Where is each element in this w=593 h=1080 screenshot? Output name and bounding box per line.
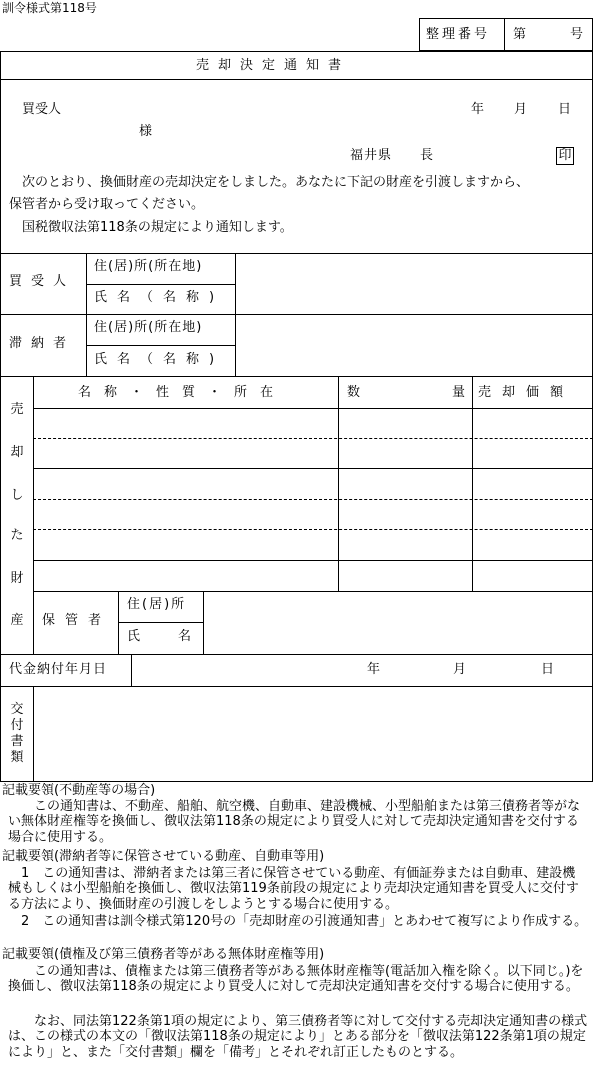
buyer-address-field-label: 住(居)所(所在地)	[94, 259, 203, 274]
property-side-label-3: し	[10, 488, 24, 503]
reference-label: 整理番号	[426, 27, 491, 42]
reference-no-suffix: 号	[570, 27, 584, 42]
docs-label-3: 書	[10, 734, 24, 749]
docs-label-1: 交	[10, 702, 24, 717]
payment-top-border	[0, 654, 593, 655]
reference-no-prefix: 第	[513, 27, 527, 42]
form-number: 訓令様式第118号	[2, 1, 97, 15]
property-row-line-5	[33, 560, 593, 561]
notes-heading-3: 記載要領(債権及び第三債務者等がある無体財産権等用)	[2, 947, 325, 962]
docs-label-divider	[33, 686, 34, 782]
notes-heading-1: 記載要領(不動産等の場合)	[2, 783, 156, 798]
property-top-border	[0, 376, 593, 377]
property-side-divider	[33, 376, 34, 654]
keeper-name-label: 氏名	[127, 629, 230, 644]
payment-month: 月	[453, 662, 467, 677]
docs-top-border	[0, 686, 593, 687]
buyer-address-label: 買受人	[22, 102, 62, 117]
issuer-name: 福井県 長	[350, 148, 435, 163]
property-row-line-1	[33, 438, 593, 439]
col-header-price: 売却価額	[478, 385, 575, 400]
payment-label-divider	[131, 654, 132, 686]
keeper-top-border	[33, 591, 593, 592]
keeper-label: 保管者	[42, 613, 112, 628]
property-side-label-1: 売	[10, 402, 24, 417]
property-side-label-6: 産	[10, 613, 24, 628]
buyer-inner-divider	[86, 284, 235, 285]
keeper-field-divider	[203, 591, 204, 654]
seal-mark: 印	[556, 147, 574, 165]
property-side-label-2: 却	[10, 445, 24, 460]
notes-paragraph-3a: この通知書は、債権または第三債務者等がある無体財産権等(電話加入権を除く。以下同じ。)を換価し、徴収法第118条の規定により買受人に対して売却決定通知書を交付する場合に使用する。	[8, 964, 584, 995]
docs-label-2: 付	[10, 718, 24, 733]
col-header-qty-2: 量	[452, 385, 466, 400]
title-divider	[0, 79, 593, 80]
body-line-3: 国税徴収法第118条の規定により通知します。	[22, 220, 293, 235]
delinquent-label: 滞納者	[9, 336, 76, 351]
keeper-inner-divider	[118, 622, 203, 623]
page-title: 売却決定通知書	[196, 58, 351, 73]
delinquent-inner-divider	[86, 345, 235, 346]
body-line-2: 保管者から受け取ってください。	[9, 197, 205, 212]
payment-day: 日	[541, 662, 555, 677]
notes-paragraph-3b: なお、同法第122条第1項の規定により、第三債務者等に対して交付する売却決定通知書の様式は、この様式の本文の「徴収法第118条の規定により」とある部分を「徴収法第122条第1項の規定により」と、また「交付書類」欄を「備考」とそれぞれ訂正したものとする。	[8, 1014, 588, 1060]
buyer-name-field-label: 氏名（名称)	[94, 290, 225, 305]
property-side-label-4: た	[10, 528, 24, 543]
date-year: 年	[471, 102, 485, 117]
delinquent-address-field-label: 住(居)所(所在地)	[94, 320, 203, 335]
property-row-line-4	[33, 529, 593, 530]
keeper-address-label: 住(居)所	[127, 597, 187, 612]
date-month: 月	[514, 102, 528, 117]
col-header-qty-1: 数	[347, 385, 361, 400]
honorific: 様	[139, 124, 153, 139]
notes-paragraph-1: この通知書は、不動産、船舶、航空機、自動車、建設機械、小型船舶または第三債務者等がない無体財産権等を換価し、徴収法第118条の規定により買受人に対して売却決定通知書を交付する場合に使用する。	[8, 799, 581, 845]
property-row-line-2	[33, 468, 593, 469]
notes-paragraph-2a: 1 この通知書は、滞納者または第三者に保管させている動産、有価証券または自動車、建設機械もしくは小型船舶を換価し、徴収法第119条前段の規定により売却決定通知書を買受人に交付する方法により、換価財産の引渡しをしようとする場合に使用する。	[8, 866, 579, 912]
notes-heading-2: 記載要領(滞納者等に保管させている動産、自動車等用)	[2, 849, 325, 864]
body-line-1: 次のとおり、換価財産の売却決定をしました。あなたに下記の財産を引渡しますから、	[22, 175, 530, 190]
date-day: 日	[558, 102, 572, 117]
docs-label-4: 類	[10, 750, 24, 765]
delinquent-top-border	[0, 314, 593, 315]
property-header-divider	[33, 408, 593, 409]
payment-year: 年	[367, 662, 381, 677]
notes-paragraph-2b: 2 この通知書は訓令様式第120号の「売却財産の引渡通知書」とあわせて複写により作成する。	[8, 914, 588, 929]
buyer-label: 買受人	[9, 274, 76, 289]
col-header-name: 名称・性質・所在	[78, 385, 287, 400]
property-row-line-3	[33, 499, 593, 500]
property-side-label-5: 財	[10, 571, 24, 586]
delinquent-name-field-label: 氏名（名称)	[94, 352, 225, 367]
buyer-top-border	[0, 253, 593, 254]
payment-date-label: 代金納付年月日	[9, 662, 108, 677]
reference-divider	[504, 18, 505, 51]
